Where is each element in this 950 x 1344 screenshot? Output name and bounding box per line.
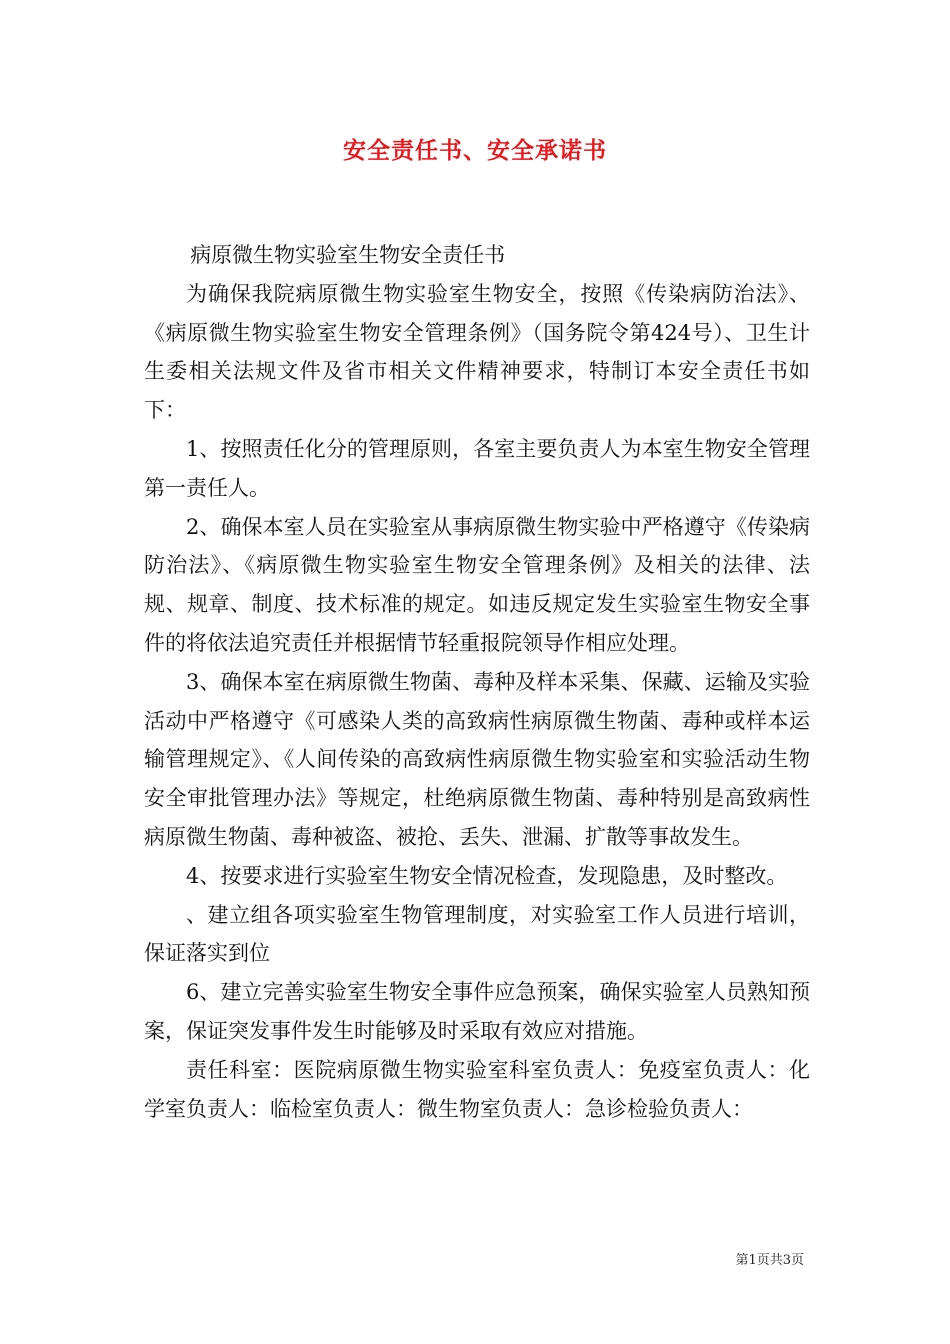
- clause-3-paragraph: 3、确保本室在病原微生物菌、毒种及样本采集、保藏、运输及实验活动中严格遵守《可感染人类的高致病性病原微生物菌、毒种或样本运输管理规定》、《人间传染的高致病性病原微生物实验室和实验活动生物安全审批管理办法》等规定，杜绝病原微生物菌、毒种特别是高致病性病原微生物菌、毒种被盗、被抢、丢失、泄漏、扩散等事故发生。: [144, 669, 810, 849]
- responsibility-paragraph: 责任科室：医院病原微生物实验室科室负责人：免疫室负责人：化学室负责人：临检室负责人：微生物室负责人：急诊检验负责人：: [144, 1057, 810, 1121]
- clause-2-paragraph: 2、确保本室人员在实验室从事病原微生物实验中严格遵守《传染病防治法》、《病原微生物实验室生物安全管理条例》及相关的法律、法规、规章、制度、技术标准的规定。如违反规定发生实验室生物安全事件的将依法追究责任并根据情节轻重报院领导作相应处理。: [144, 514, 810, 655]
- document-title: 安全责任书、安全承诺书: [343, 137, 607, 164]
- section-heading: 病原微生物实验室生物安全责任书: [190, 243, 506, 267]
- clause-6-paragraph: 6、建立完善实验室生物安全事件应急预案，确保实验室人员熟知预案，保证突发事件发生时能够及时采取有效应对措施。: [144, 980, 810, 1043]
- clause-5-paragraph: 、建立组各项实验室生物管理制度，对实验室工作人员进行培训，保证落实到位: [144, 902, 810, 966]
- clause-4-paragraph: 4、按要求进行实验室生物安全情况检查，发现隐患，及时整改。: [186, 863, 788, 888]
- page-number: 第1页共3页: [735, 1253, 804, 1268]
- document-body: [144, 236, 810, 1128]
- intro-paragraph: 为确保我院病原微生物实验室生物安全，按照《传染病防治法》、《病原微生物实验室生物安全管理条例》（国务院令第424号）、卫生计生委相关法规文件及省市相关文件精神要求，特制订本安全责任书如下：: [144, 281, 810, 423]
- clause-1-paragraph: 1、按照责任化分的管理原则，各室主要负责人为本室生物安全管理第一责任人。: [144, 436, 810, 500]
